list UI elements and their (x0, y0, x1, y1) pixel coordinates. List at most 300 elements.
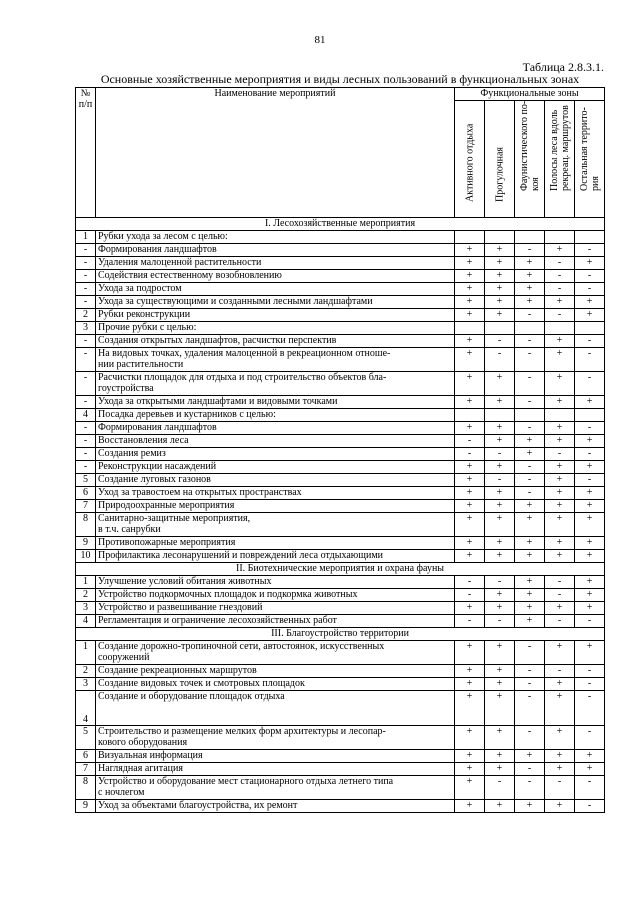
cell-zone-other: + (575, 396, 605, 409)
header-zone-active-rest (455, 101, 485, 218)
cell-zone-forest-strips: - (545, 776, 575, 800)
table-row (76, 461, 605, 474)
cell-zone-other: + (575, 461, 605, 474)
cell-zone-fauna-rest: + (515, 750, 545, 763)
zone-label (519, 101, 541, 191)
table-row (76, 474, 605, 487)
cell-zone-other: + (575, 750, 605, 763)
zone-label (549, 105, 571, 191)
cell-zone-forest-strips: + (545, 372, 575, 396)
cell-zone-forest-strips: + (545, 335, 575, 348)
cell-zone-fauna-rest: - (515, 763, 545, 776)
table-title: Основные хозяйственные мероприятия и виды лесных пользований в функциональных зонах (100, 72, 580, 86)
row-name (96, 309, 455, 322)
header-zone-forest-strips (545, 101, 575, 218)
zone-label (494, 147, 505, 202)
cell-zone-other: - (575, 348, 605, 372)
header-zone-fauna-rest (515, 101, 545, 218)
row-name-line: сооружений (98, 652, 150, 663)
table-row (76, 244, 605, 257)
row-name-line: Содействия естественному возобновлению (98, 270, 282, 281)
cell-zone-walking: + (485, 244, 515, 257)
row-number: - (76, 372, 96, 396)
row-name-line: Формирования ландшафтов (98, 422, 217, 433)
cell-zone-other: + (575, 602, 605, 615)
cell-zone-other: - (575, 800, 605, 813)
row-name (96, 641, 455, 665)
cell-zone-active-rest: + (455, 602, 485, 615)
row-name (96, 776, 455, 800)
table-row (76, 283, 605, 296)
row-number: 5 (76, 726, 96, 750)
table-row (76, 322, 605, 335)
cell-zone-active-rest: + (455, 461, 485, 474)
table-row (76, 615, 605, 628)
cell-zone-active-rest: + (455, 763, 485, 776)
table-row (76, 435, 605, 448)
row-name (96, 487, 455, 500)
cell-zone-fauna-rest: + (515, 448, 545, 461)
cell-zone-walking: + (485, 309, 515, 322)
cell-zone-walking: + (485, 257, 515, 270)
cell-zone-walking: + (485, 750, 515, 763)
cell-zone-forest-strips: + (545, 800, 575, 813)
cell-zone-walking: + (485, 589, 515, 602)
header-zone-walking (485, 101, 515, 218)
cell-zone-walking: + (485, 726, 515, 750)
row-number: 8 (76, 776, 96, 800)
cell-zone-walking: - (485, 776, 515, 800)
cell-zone-active-rest: + (455, 348, 485, 372)
cell-zone-other: + (575, 500, 605, 513)
row-number: - (76, 283, 96, 296)
cell-zone-other (575, 409, 605, 422)
cell-zone-forest-strips: - (545, 589, 575, 602)
cell-zone-active-rest: + (455, 283, 485, 296)
table-row (76, 231, 605, 244)
table-row (76, 409, 605, 422)
row-name (96, 589, 455, 602)
row-name-line: Создание дорожно-тропиночной сети, автостоянок, искусственных (98, 641, 385, 652)
zone-label-line: Полосы леса вдоль (548, 109, 560, 191)
cell-zone-fauna-rest: - (515, 726, 545, 750)
table-row (76, 589, 605, 602)
cell-zone-forest-strips: - (545, 448, 575, 461)
row-number: 2 (76, 589, 96, 602)
row-name-line: Устройство подкормочных площадок и подкормка животных (98, 589, 358, 600)
table-row (76, 641, 605, 665)
cell-zone-active-rest: + (455, 726, 485, 750)
cell-zone-active-rest: + (455, 270, 485, 283)
row-number: 2 (76, 309, 96, 322)
cell-zone-active-rest: + (455, 800, 485, 813)
cell-zone-fauna-rest: - (515, 309, 545, 322)
cell-zone-other: - (575, 335, 605, 348)
cell-zone-other: - (575, 422, 605, 435)
cell-zone-walking: - (485, 335, 515, 348)
cell-zone-other: - (575, 270, 605, 283)
cell-zone-fauna-rest: - (515, 641, 545, 665)
table-row (76, 678, 605, 691)
table-row (76, 309, 605, 322)
cell-zone-forest-strips: + (545, 487, 575, 500)
zone-label-line: рекреац. маршрутов (559, 105, 571, 191)
cell-zone-other: - (575, 678, 605, 691)
row-name-line: Прочие рубки с целью: (98, 322, 197, 333)
cell-zone-fauna-rest: + (515, 589, 545, 602)
row-number: 4 (76, 691, 96, 726)
row-name (96, 461, 455, 474)
row-number: - (76, 257, 96, 270)
row-name (96, 550, 455, 563)
row-name-line: Ухода за подростом (98, 283, 182, 294)
row-name (96, 763, 455, 776)
row-number: - (76, 422, 96, 435)
table-row (76, 396, 605, 409)
cell-zone-walking: + (485, 283, 515, 296)
page-number: 81 (314, 34, 326, 46)
row-name (96, 435, 455, 448)
cell-zone-forest-strips: + (545, 641, 575, 665)
row-name-line: Природоохранные мероприятия (98, 500, 235, 511)
row-name (96, 296, 455, 309)
cell-zone-active-rest (455, 409, 485, 422)
row-number: - (76, 244, 96, 257)
cell-zone-other: + (575, 296, 605, 309)
row-number: 9 (76, 800, 96, 813)
cell-zone-fauna-rest: - (515, 776, 545, 800)
row-name-line: Реконструкции насаждений (98, 461, 217, 472)
row-name-line: Создание рекреационных маршрутов (98, 665, 257, 676)
row-name-line: Посадка деревьев и кустарников с целью: (98, 409, 276, 420)
cell-zone-walking: - (485, 615, 515, 628)
zone-label-line: Остальная террито- (578, 107, 590, 191)
cell-zone-other: + (575, 576, 605, 589)
section-heading: II. Биотехнические мероприятия и охрана фауны (76, 563, 605, 576)
cell-zone-active-rest: + (455, 396, 485, 409)
row-name-line: Создания открытых ландшафтов, расчистки перспектив (98, 335, 337, 346)
row-number: - (76, 348, 96, 372)
cell-zone-active-rest: + (455, 500, 485, 513)
cell-zone-fauna-rest: - (515, 244, 545, 257)
cell-zone-forest-strips: + (545, 348, 575, 372)
cell-zone-other: - (575, 448, 605, 461)
row-name (96, 409, 455, 422)
cell-zone-fauna-rest: + (515, 576, 545, 589)
row-name-line: Строительство и размещение мелких форм архитектуры и лесопар- (98, 726, 386, 737)
cell-zone-walking: - (485, 474, 515, 487)
row-name-line: Создание и оборудование площадок отдыха (98, 691, 285, 702)
header-zone-other (575, 101, 605, 218)
table-row (76, 602, 605, 615)
cell-zone-other: - (575, 776, 605, 800)
zone-label-line: рия (589, 176, 601, 191)
cell-zone-walking: - (485, 348, 515, 372)
row-name-line: в т.ч. санрубки (98, 524, 161, 535)
zone-label (464, 124, 475, 202)
cell-zone-active-rest: + (455, 641, 485, 665)
row-name-line: Ухода за существующими и созданными лесными ландшафтами (98, 296, 373, 307)
cell-zone-forest-strips: + (545, 726, 575, 750)
cell-zone-other: - (575, 726, 605, 750)
cell-zone-fauna-rest: + (515, 257, 545, 270)
row-number: - (76, 296, 96, 309)
cell-zone-forest-strips: + (545, 602, 575, 615)
cell-zone-other: - (575, 244, 605, 257)
cell-zone-fauna-rest: + (515, 270, 545, 283)
row-name-line: Санитарно-защитные мероприятия, (98, 513, 251, 524)
cell-zone-forest-strips: + (545, 763, 575, 776)
cell-zone-fauna-rest: + (515, 602, 545, 615)
cell-zone-active-rest: - (455, 435, 485, 448)
cell-zone-fauna-rest (515, 409, 545, 422)
cell-zone-active-rest: + (455, 513, 485, 537)
row-name (96, 335, 455, 348)
row-name (96, 348, 455, 372)
cell-zone-walking: + (485, 763, 515, 776)
table-row (76, 763, 605, 776)
row-name-line: Устройство и оборудование мест стационарного отдыха летнего типа (98, 776, 394, 787)
zone-label-line: Активного отдыха (464, 123, 475, 202)
row-name-line: Улучшение условий обитания животных (98, 576, 272, 587)
zone-label (579, 107, 601, 191)
header-zones-title: Функциональные зоны (455, 88, 605, 101)
row-number: 7 (76, 763, 96, 776)
row-number: - (76, 461, 96, 474)
row-number: 3 (76, 678, 96, 691)
row-name (96, 537, 455, 550)
section-heading: III. Благоустройство территории (76, 628, 605, 641)
row-number: 9 (76, 537, 96, 550)
cell-zone-active-rest: + (455, 550, 485, 563)
cell-zone-forest-strips: + (545, 750, 575, 763)
cell-zone-fauna-rest: - (515, 691, 545, 726)
section-row (76, 628, 605, 641)
cell-zone-other: - (575, 665, 605, 678)
cell-zone-active-rest: + (455, 422, 485, 435)
cell-zone-forest-strips: - (545, 665, 575, 678)
cell-zone-forest-strips: - (545, 270, 575, 283)
cell-zone-fauna-rest: - (515, 372, 545, 396)
cell-zone-fauna-rest (515, 231, 545, 244)
cell-zone-active-rest: + (455, 691, 485, 726)
cell-zone-other: + (575, 513, 605, 537)
row-name-line: гоустройства (98, 383, 154, 394)
cell-zone-forest-strips (545, 231, 575, 244)
cell-zone-forest-strips: + (545, 513, 575, 537)
cell-zone-active-rest: + (455, 750, 485, 763)
table-row (76, 335, 605, 348)
cell-zone-other: + (575, 763, 605, 776)
cell-zone-forest-strips: - (545, 283, 575, 296)
cell-zone-other: + (575, 641, 605, 665)
cell-zone-active-rest: + (455, 776, 485, 800)
row-name (96, 448, 455, 461)
cell-zone-fauna-rest: - (515, 461, 545, 474)
cell-zone-walking: + (485, 800, 515, 813)
cell-zone-forest-strips: + (545, 500, 575, 513)
cell-zone-fauna-rest: + (515, 500, 545, 513)
cell-zone-active-rest: - (455, 576, 485, 589)
cell-zone-forest-strips: + (545, 435, 575, 448)
cell-zone-fauna-rest: + (515, 513, 545, 537)
row-name (96, 750, 455, 763)
cell-zone-active-rest: + (455, 474, 485, 487)
cell-zone-fauna-rest: + (515, 435, 545, 448)
row-name-line: Регламентация и ограничение лесохозяйственных работ (98, 615, 337, 626)
row-name-line: На видовых точках, удаления малоценной в рекреационном отноше- (98, 348, 391, 359)
cell-zone-fauna-rest (515, 322, 545, 335)
cell-zone-forest-strips: + (545, 244, 575, 257)
cell-zone-forest-strips: + (545, 537, 575, 550)
cell-zone-active-rest: + (455, 487, 485, 500)
row-name-line: Расчистки площадок для отдыха и под строительство объектов бла- (98, 372, 387, 383)
cell-zone-fauna-rest: - (515, 474, 545, 487)
row-name (96, 500, 455, 513)
cell-zone-walking (485, 231, 515, 244)
row-name-line: Визуальная информация (98, 750, 203, 761)
table-row (76, 513, 605, 537)
cell-zone-fauna-rest: + (515, 615, 545, 628)
zone-label-line: Фаунистического по- (518, 100, 530, 191)
cell-zone-walking (485, 322, 515, 335)
row-name (96, 602, 455, 615)
cell-zone-active-rest (455, 231, 485, 244)
cell-zone-other: - (575, 474, 605, 487)
table-row (76, 800, 605, 813)
row-number: 7 (76, 500, 96, 513)
cell-zone-walking: + (485, 691, 515, 726)
cell-zone-active-rest: + (455, 309, 485, 322)
cell-zone-fauna-rest: - (515, 348, 545, 372)
cell-zone-other (575, 231, 605, 244)
cell-zone-other: + (575, 589, 605, 602)
cell-zone-walking: + (485, 550, 515, 563)
row-number: 3 (76, 602, 96, 615)
row-number: 6 (76, 487, 96, 500)
header-num: № п/п (76, 88, 96, 218)
row-number: 1 (76, 231, 96, 244)
table-row (76, 448, 605, 461)
cell-zone-walking: + (485, 422, 515, 435)
cell-zone-fauna-rest: + (515, 296, 545, 309)
row-name (96, 576, 455, 589)
cell-zone-active-rest (455, 322, 485, 335)
cell-zone-walking: + (485, 270, 515, 283)
section-row (76, 563, 605, 576)
cell-zone-other: + (575, 550, 605, 563)
table-row (76, 500, 605, 513)
cell-zone-forest-strips: - (545, 615, 575, 628)
row-number: 6 (76, 750, 96, 763)
cell-zone-walking: + (485, 665, 515, 678)
row-name (96, 615, 455, 628)
cell-zone-active-rest: + (455, 537, 485, 550)
row-number: 10 (76, 550, 96, 563)
row-name (96, 396, 455, 409)
cell-zone-walking: + (485, 296, 515, 309)
cell-zone-walking: + (485, 435, 515, 448)
cell-zone-walking: + (485, 487, 515, 500)
cell-zone-other: + (575, 257, 605, 270)
row-name-line: Восстановления леса (98, 435, 189, 446)
table-row (76, 576, 605, 589)
table-row (76, 422, 605, 435)
cell-zone-walking: + (485, 461, 515, 474)
row-name-line: Удаления малоценной растительности (98, 257, 262, 268)
cell-zone-active-rest: - (455, 448, 485, 461)
cell-zone-walking: + (485, 602, 515, 615)
cell-zone-forest-strips: + (545, 678, 575, 691)
cell-zone-fauna-rest: + (515, 537, 545, 550)
cell-zone-active-rest: + (455, 296, 485, 309)
table-row (76, 750, 605, 763)
cell-zone-walking: + (485, 537, 515, 550)
cell-zone-fauna-rest: + (515, 550, 545, 563)
cell-zone-other: + (575, 309, 605, 322)
cell-zone-forest-strips: + (545, 550, 575, 563)
row-number: - (76, 335, 96, 348)
cell-zone-fauna-rest: - (515, 678, 545, 691)
cell-zone-fauna-rest: - (515, 487, 545, 500)
row-name-line: Ухода за открытыми ландшафтами и видовыми точками (98, 396, 338, 407)
row-name (96, 691, 455, 726)
table-row (76, 348, 605, 372)
measures-table (75, 87, 605, 813)
row-name (96, 800, 455, 813)
row-name-line: Уход за травостоем на открытых пространствах (98, 487, 302, 498)
cell-zone-active-rest: + (455, 372, 485, 396)
row-name-line: Формирования ландшафтов (98, 244, 217, 255)
cell-zone-active-rest: + (455, 244, 485, 257)
table-row (76, 691, 605, 726)
row-name (96, 244, 455, 257)
cell-zone-other: + (575, 435, 605, 448)
cell-zone-walking: + (485, 513, 515, 537)
table-row (76, 776, 605, 800)
cell-zone-walking: + (485, 678, 515, 691)
zone-label-line: Прогулочная (494, 146, 505, 202)
row-number: - (76, 435, 96, 448)
cell-zone-fauna-rest: - (515, 396, 545, 409)
cell-zone-walking: + (485, 641, 515, 665)
cell-zone-active-rest: - (455, 615, 485, 628)
row-name-line: Профилактика лесонарушений и повреждений леса отдыхающими (98, 550, 383, 561)
header-name: Наименование мероприятий (96, 88, 455, 218)
cell-zone-fauna-rest: + (515, 800, 545, 813)
row-name-line: нии растительности (98, 359, 184, 370)
row-name (96, 283, 455, 296)
cell-zone-walking: + (485, 396, 515, 409)
cell-zone-fauna-rest: - (515, 335, 545, 348)
table-body (76, 218, 605, 813)
cell-zone-active-rest: + (455, 257, 485, 270)
cell-zone-other: - (575, 372, 605, 396)
table-label: Таблица 2.8.3.1. (522, 60, 604, 74)
cell-zone-walking: - (485, 576, 515, 589)
row-number: 4 (76, 615, 96, 628)
cell-zone-other: + (575, 487, 605, 500)
row-name-line: Рубки реконструкции (98, 309, 191, 320)
section-row (76, 218, 605, 231)
table-row (76, 726, 605, 750)
row-number: - (76, 448, 96, 461)
cell-zone-fauna-rest: - (515, 422, 545, 435)
row-name (96, 513, 455, 537)
cell-zone-active-rest: + (455, 335, 485, 348)
table-row (76, 665, 605, 678)
row-name-line: Создание видовых точек и смотровых площадок (98, 678, 305, 689)
